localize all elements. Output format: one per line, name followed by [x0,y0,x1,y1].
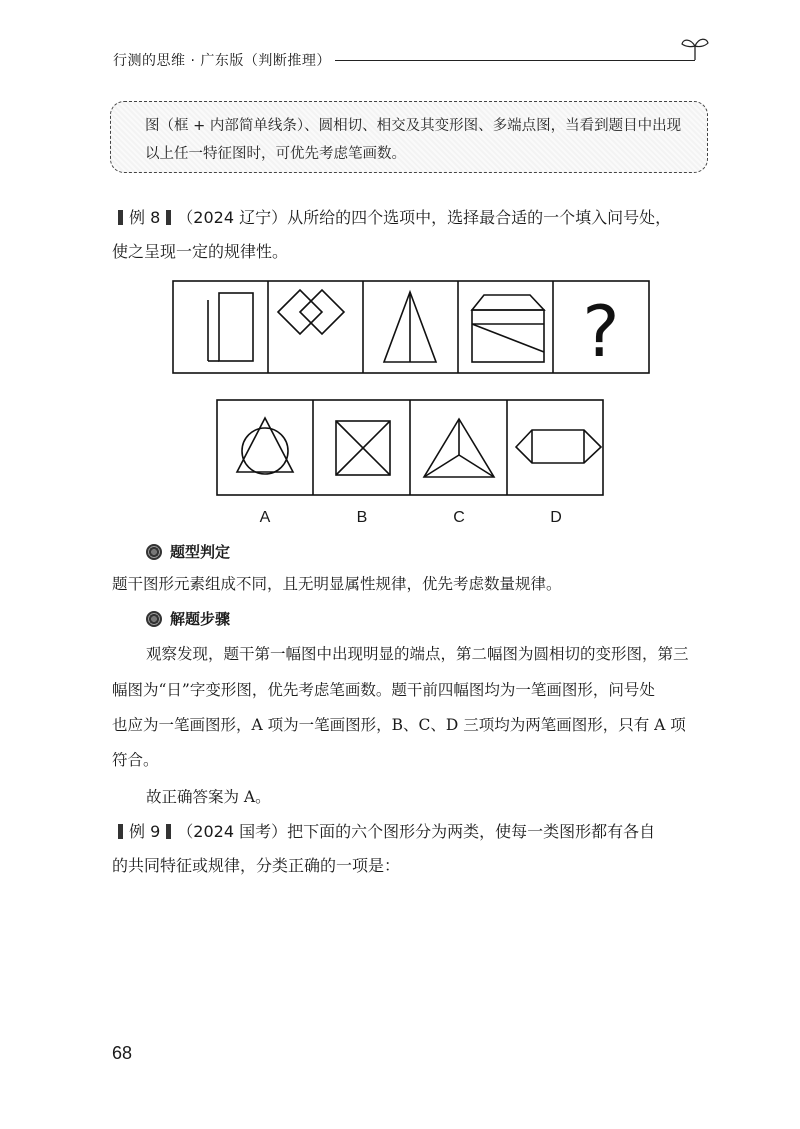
option-c-triangle-tripod [424,419,494,477]
page-number: 68 [112,1043,133,1063]
answer-text: 故正确答案为 A。 [146,788,271,806]
option-b-crossed-square [336,421,390,475]
tip-line-2: 以上任一特征图时，可优先考虑笔画数。 [145,146,406,162]
option-d-hexagon [516,430,601,463]
question-figure-row [172,280,650,374]
options-figure-row [216,399,604,496]
question-mark: ? [582,291,620,373]
option-label-b: B [356,509,368,526]
figure-3-split-triangle [384,292,436,362]
example9-intro [112,822,655,842]
example8-label: 例 8 [129,208,161,227]
header-rule [335,60,695,61]
section-badge-icon [146,544,162,560]
bracket-mark [118,210,123,225]
option-label-c: C [453,509,465,526]
section2-line4: 符合。 [112,751,159,769]
bracket-mark [166,210,171,225]
section-head-type [146,541,230,562]
bracket-mark [166,824,171,839]
example9-line2: 的共同特征或规律，分类正确的一项是： [112,856,401,875]
example8-intro [112,208,671,228]
section2-line1: 观察发现，题干第一幅图中出现明显的端点，第二幅图为圆相切的变形图，第三 [146,645,689,663]
section2-line2: 幅图为“日”字变形图，优先考虑笔画数。题干前四幅图均为一笔画图形，问号处 [112,681,655,699]
section2-line3: 也应为一笔画图形，A 项为一笔画图形，B、C、D 三项均为两笔画图形，只有 A 项 [112,716,686,734]
option-label-a: A [259,509,271,526]
tip-line-1: 图（框 + 内部简单线条）、圆相切、相交及其变形图、多端点图，当看到题目中出现 [145,118,682,134]
example9-label: 例 9 [129,822,161,841]
section1-text: 题干图形元素组成不同，且无明显属性规律，优先考虑数量规律。 [112,575,562,593]
figure-2-tangent-diamonds [278,290,344,334]
section-head-steps [146,608,230,629]
tip-box [110,101,708,173]
section-badge-icon [146,611,162,627]
section2-title: 解题步骤 [170,610,231,628]
header-title: 行测的思维 · 广东版（判断推理） [113,53,331,69]
example8-line2: 使之呈现一定的规律性。 [112,242,289,261]
example9-line1: （2024 国考）把下面的六个图形分为两类，使每一类图形都有各自 [177,822,656,841]
figure-1-rect-endpoints [208,293,253,361]
sprout-icon [680,34,710,62]
bracket-mark [118,824,123,839]
option-a-triangle-circle [237,418,293,474]
example8-line1: （2024 辽宁）从所给的四个选项中，选择最合适的一个填入问号处， [177,208,672,227]
figure-4-trapezoid-box [472,295,544,362]
section1-title: 题型判定 [170,543,231,561]
option-label-d: D [550,509,562,526]
